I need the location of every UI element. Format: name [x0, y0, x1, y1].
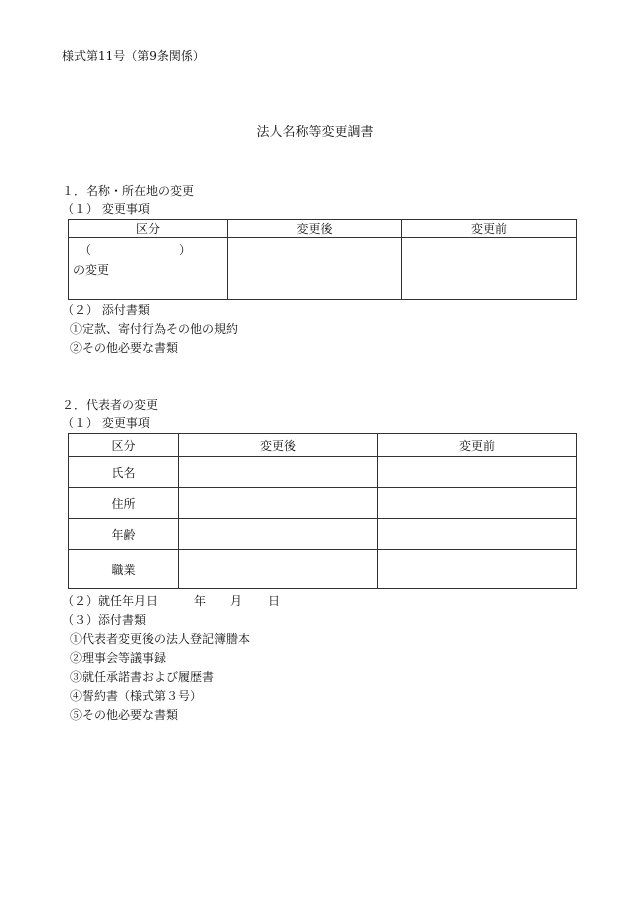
- section2-subheading-changes: （１） 変更事項: [62, 416, 150, 430]
- appointment-year: 年: [194, 594, 207, 608]
- list-item: ①定款、寄付行為その他の規約: [70, 322, 239, 336]
- section1-subheading-changes: （１） 変更事項: [62, 202, 150, 216]
- before-cell[interactable]: [402, 238, 577, 300]
- section2-heading: ２．代表者の変更: [62, 398, 159, 412]
- row-label-address: 住所: [69, 488, 179, 519]
- table-header-after: 変更後: [228, 220, 402, 238]
- table-header-category: 区分: [69, 434, 179, 457]
- table-row: [69, 457, 577, 488]
- after-cell[interactable]: [228, 238, 402, 300]
- section1-change-table: [68, 219, 577, 300]
- after-cell[interactable]: [179, 457, 378, 488]
- row-label-occupation: 職業: [69, 550, 179, 589]
- appointment-date-label: （２）就任年月日: [62, 594, 159, 608]
- appointment-day: 日: [268, 594, 281, 608]
- change-suffix: の変更: [73, 263, 110, 277]
- before-cell[interactable]: [378, 550, 577, 589]
- table-header-category: 区分: [69, 220, 228, 238]
- list-item: ②その他必要な書類: [70, 341, 179, 355]
- category-cell: [69, 238, 228, 300]
- table-header-before: 変更前: [402, 220, 577, 238]
- table-row: [69, 238, 577, 300]
- section2-subheading-attachments: （３）添付書類: [62, 613, 147, 627]
- table-header-after: 変更後: [179, 434, 378, 457]
- before-cell[interactable]: [378, 457, 577, 488]
- list-item: ④誓約書（様式第３号）: [70, 689, 203, 703]
- section1-heading: １．名称・所在地の変更: [62, 184, 195, 198]
- section1-subheading-attachments: （２） 添付書類: [62, 303, 150, 317]
- before-cell[interactable]: [378, 519, 577, 550]
- section2-change-table: [68, 433, 577, 589]
- row-label-name: 氏名: [69, 457, 179, 488]
- list-item: ⑤その他必要な書類: [70, 708, 179, 722]
- table-row: [69, 550, 577, 589]
- list-item: ②理事会等議事録: [70, 651, 167, 665]
- form-number: 様式第11号（第9条関係）: [62, 49, 205, 63]
- table-row: [69, 488, 577, 519]
- table-row: [69, 519, 577, 550]
- after-cell[interactable]: [179, 519, 378, 550]
- after-cell[interactable]: [179, 550, 378, 589]
- after-cell[interactable]: [179, 488, 378, 519]
- appointment-month: 月: [230, 594, 243, 608]
- before-cell[interactable]: [378, 488, 577, 519]
- paren-open: （: [79, 243, 92, 257]
- list-item: ①代表者変更後の法人登記簿謄本: [70, 632, 251, 646]
- document-title: 法人名称等変更調書: [256, 125, 374, 140]
- list-item: ③就任承諾書および履歴書: [70, 670, 215, 684]
- paren-close: ）: [179, 243, 192, 257]
- table-header-before: 変更前: [378, 434, 577, 457]
- row-label-age: 年齢: [69, 519, 179, 550]
